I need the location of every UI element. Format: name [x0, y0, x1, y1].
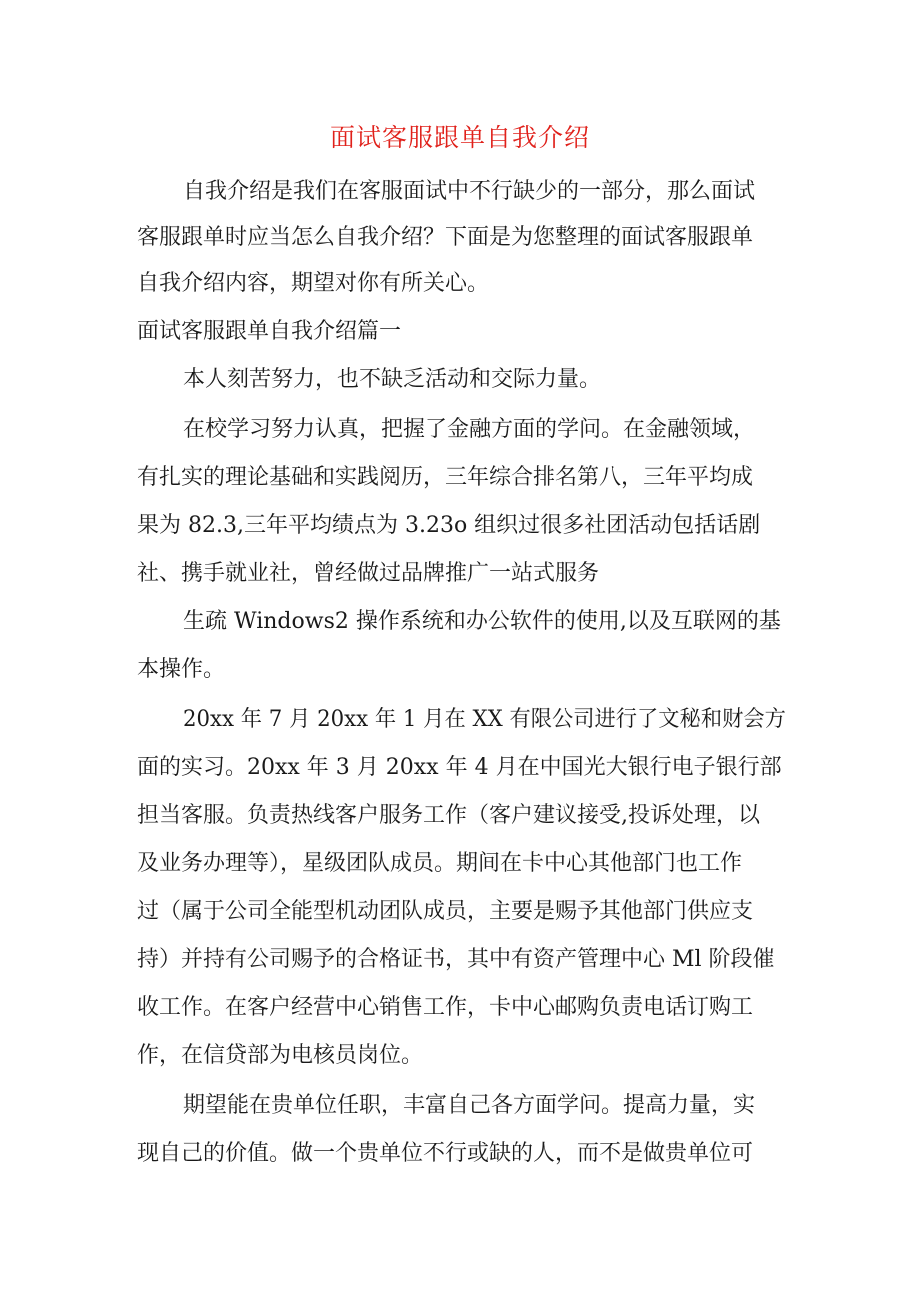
paragraph-line: 20xx 年 7 月 20xx 年 1 月在 XX 有限公司进行了文秘和财会方 — [183, 707, 786, 732]
paragraph-line: 客服跟单时应当怎么自我介绍？下面是为您整理的面试客服跟单 — [137, 225, 754, 250]
paragraph-line: 担当客服。负责热线客户服务工作（客户建议接受,投诉处理，以 — [137, 803, 760, 828]
paragraph-line: 作，在信贷部为电核员岗位。 — [137, 1043, 424, 1068]
paragraph-line: 过（属于公司全能型机动团队成员，主要是赐予其他部门供应支 — [137, 899, 754, 924]
paragraph-line: 生疏 Windows2 操作系统和办公软件的使用,以及互联网的基 — [183, 609, 781, 634]
paragraph-line: 有扎实的理论基础和实践阅历，三年综合排名第八，三年平均成 — [137, 465, 754, 490]
paragraph-line: 期望能在贵单位任职，丰富自己各方面学问。提高力量，实 — [183, 1093, 756, 1118]
paragraph-line: 果为 82.3,三年平均绩点为 3.23o 组织过很多社团活动包括话剧 — [137, 513, 761, 538]
paragraph-line: 本人刻苦努力，也不缺乏活动和交际力量。 — [183, 367, 602, 392]
paragraph-line: 收工作。在客户经营中心销售工作，卡中心邮购负责电话订购工 — [137, 995, 754, 1020]
paragraph-line: 本操作。 — [137, 657, 226, 682]
document-title: 面试客服跟单自我介绍 — [329, 123, 590, 152]
paragraph-line: 在校学习努力认真，把握了金融方面的学问。在金融领域， — [183, 417, 756, 442]
paragraph-line: 社、携手就业社，曾经做过品牌推广一站式服务 — [137, 561, 600, 586]
paragraph-line: 现自己的价值。做一个贵单位不行或缺的人，而不是做贵单位可 — [137, 1141, 754, 1166]
section-heading: 面试客服跟单自我介绍篇一 — [137, 319, 402, 344]
paragraph-line: 面的实习。20xx 年 3 月 20xx 年 4 月在中国光大银行电子银行部 — [137, 755, 782, 780]
paragraph-line: 自我介绍内容，期望对你有所关心。 — [137, 271, 490, 296]
paragraph-line: 自我介绍是我们在客服面试中不行缺少的一部分，那么面试 — [183, 179, 756, 204]
paragraph-line: 及业务办理等），星级团队成员。期间在卡中心其他部门也工作 — [137, 851, 743, 876]
paragraph-line: 持）并持有公司赐予的合格证书，其中有资产管理中心 Ml 阶段催 — [137, 947, 775, 972]
